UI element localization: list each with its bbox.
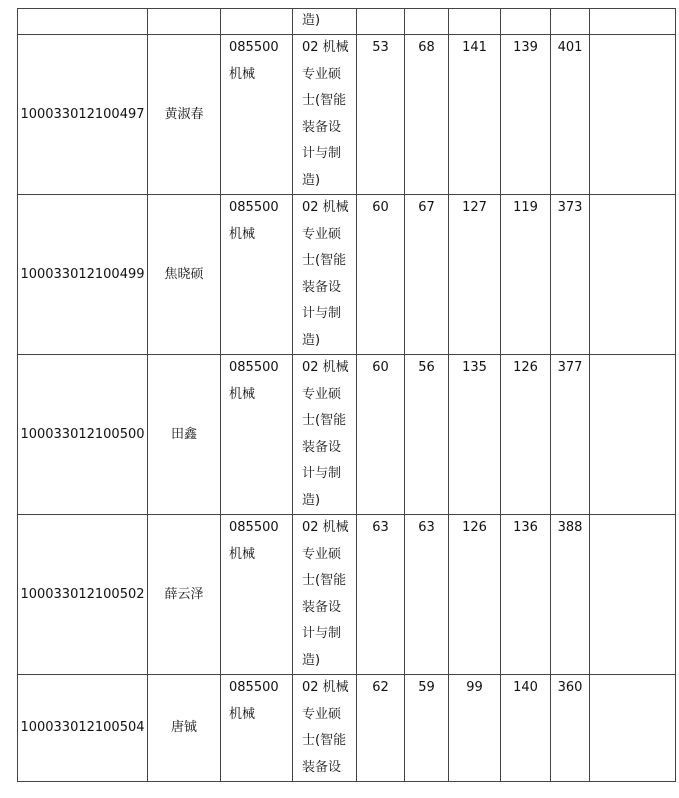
program-line: 造) — [302, 492, 321, 508]
score-table — [17, 8, 676, 782]
candidate-id: 100033012100502 — [18, 515, 148, 675]
score-total: 401 — [551, 35, 590, 195]
name-cell — [148, 9, 221, 35]
major-code: 085500 — [229, 200, 279, 215]
program-cell — [293, 675, 357, 782]
program-line: 专业硕 — [302, 226, 342, 242]
score-total: 360 — [551, 675, 590, 782]
major-code: 085500 — [229, 40, 279, 55]
continuation-row — [18, 9, 676, 35]
table-row — [18, 195, 676, 355]
score-english: 59 — [405, 675, 449, 782]
candidate-id: 100033012100497 — [18, 35, 148, 195]
candidate-name: 薛云泽 — [148, 515, 221, 675]
major-name: 机械 — [229, 226, 256, 242]
score-politics: 60 — [357, 355, 405, 515]
score-politics: 62 — [357, 675, 405, 782]
program-line: 计与制 — [302, 466, 342, 481]
major-cell — [221, 9, 293, 35]
note-cell — [590, 35, 676, 195]
score-english: 67 — [405, 195, 449, 355]
candidate-name: 焦晓硕 — [148, 195, 221, 355]
major-name: 机械 — [229, 706, 256, 722]
program-line: 02 机械 — [302, 520, 349, 535]
program-line: 造) — [302, 13, 321, 28]
program-line: 装备设 — [302, 599, 342, 615]
program-line: 02 机械 — [302, 40, 349, 55]
program-line: 02 机械 — [302, 200, 349, 215]
note-cell — [590, 515, 676, 675]
candidate-id: 100033012100499 — [18, 195, 148, 355]
score-politics: 60 — [357, 195, 405, 355]
score-specialty: 136 — [501, 515, 551, 675]
program-line: 装备设 — [302, 279, 342, 295]
program-line: 专业硕 — [302, 706, 342, 722]
table-row — [18, 675, 676, 782]
score-specialty: 126 — [501, 355, 551, 515]
candidate-name: 黄淑春 — [148, 35, 221, 195]
candidate-name: 唐铖 — [148, 675, 221, 782]
program-line: 02 机械 — [302, 680, 349, 695]
score-math: 127 — [449, 195, 501, 355]
program-line: 专业硕 — [302, 386, 342, 402]
major-name: 机械 — [229, 66, 256, 82]
program-cell — [293, 515, 357, 675]
score-math: 141 — [449, 35, 501, 195]
major-cell — [221, 195, 293, 355]
score-total: 373 — [551, 195, 590, 355]
program-line: 计与制 — [302, 626, 342, 641]
major-cell — [221, 355, 293, 515]
program-line: 造) — [302, 652, 321, 668]
program-line: 士(智能 — [302, 253, 347, 268]
table-row — [18, 35, 676, 195]
program-line: 造) — [302, 332, 321, 348]
score-math: 135 — [449, 355, 501, 515]
major-code: 085500 — [229, 680, 279, 695]
note-cell — [590, 355, 676, 515]
program-line: 专业硕 — [302, 66, 342, 82]
id-cell — [18, 9, 148, 35]
score-cell — [501, 9, 551, 35]
program-line: 士(智能 — [302, 93, 347, 108]
score-total: 388 — [551, 515, 590, 675]
program-line: 造) — [302, 172, 321, 188]
program-cell — [293, 355, 357, 515]
major-name: 机械 — [229, 386, 256, 402]
score-english: 56 — [405, 355, 449, 515]
program-line: 装备设 — [302, 759, 342, 775]
note-cell — [590, 9, 676, 35]
score-specialty: 140 — [501, 675, 551, 782]
major-code: 085500 — [229, 360, 279, 375]
program-line: 计与制 — [302, 146, 342, 161]
program-line: 计与制 — [302, 306, 342, 321]
score-math: 126 — [449, 515, 501, 675]
program-cell — [293, 35, 357, 195]
score-specialty: 119 — [501, 195, 551, 355]
table-row — [18, 515, 676, 675]
score-total: 377 — [551, 355, 590, 515]
major-cell — [221, 35, 293, 195]
program-cell — [293, 195, 357, 355]
score-english: 63 — [405, 515, 449, 675]
score-cell — [357, 9, 405, 35]
program-line: 装备设 — [302, 439, 342, 455]
program-line: 装备设 — [302, 119, 342, 135]
score-cell — [405, 9, 449, 35]
score-politics: 63 — [357, 515, 405, 675]
note-cell — [590, 195, 676, 355]
candidate-id: 100033012100504 — [18, 675, 148, 782]
score-math: 99 — [449, 675, 501, 782]
program-line: 士(智能 — [302, 413, 347, 428]
program-line: 专业硕 — [302, 546, 342, 562]
candidate-name: 田鑫 — [148, 355, 221, 515]
score-cell — [551, 9, 590, 35]
note-cell — [590, 675, 676, 782]
candidate-id: 100033012100500 — [18, 355, 148, 515]
score-politics: 53 — [357, 35, 405, 195]
major-cell — [221, 675, 293, 782]
program-line: 士(智能 — [302, 733, 347, 748]
program-line: 02 机械 — [302, 360, 349, 375]
table-row — [18, 355, 676, 515]
major-code: 085500 — [229, 520, 279, 535]
score-english: 68 — [405, 35, 449, 195]
score-specialty: 139 — [501, 35, 551, 195]
major-cell — [221, 515, 293, 675]
program-cell — [293, 9, 357, 35]
score-cell — [449, 9, 501, 35]
program-line: 士(智能 — [302, 573, 347, 588]
major-name: 机械 — [229, 546, 256, 562]
